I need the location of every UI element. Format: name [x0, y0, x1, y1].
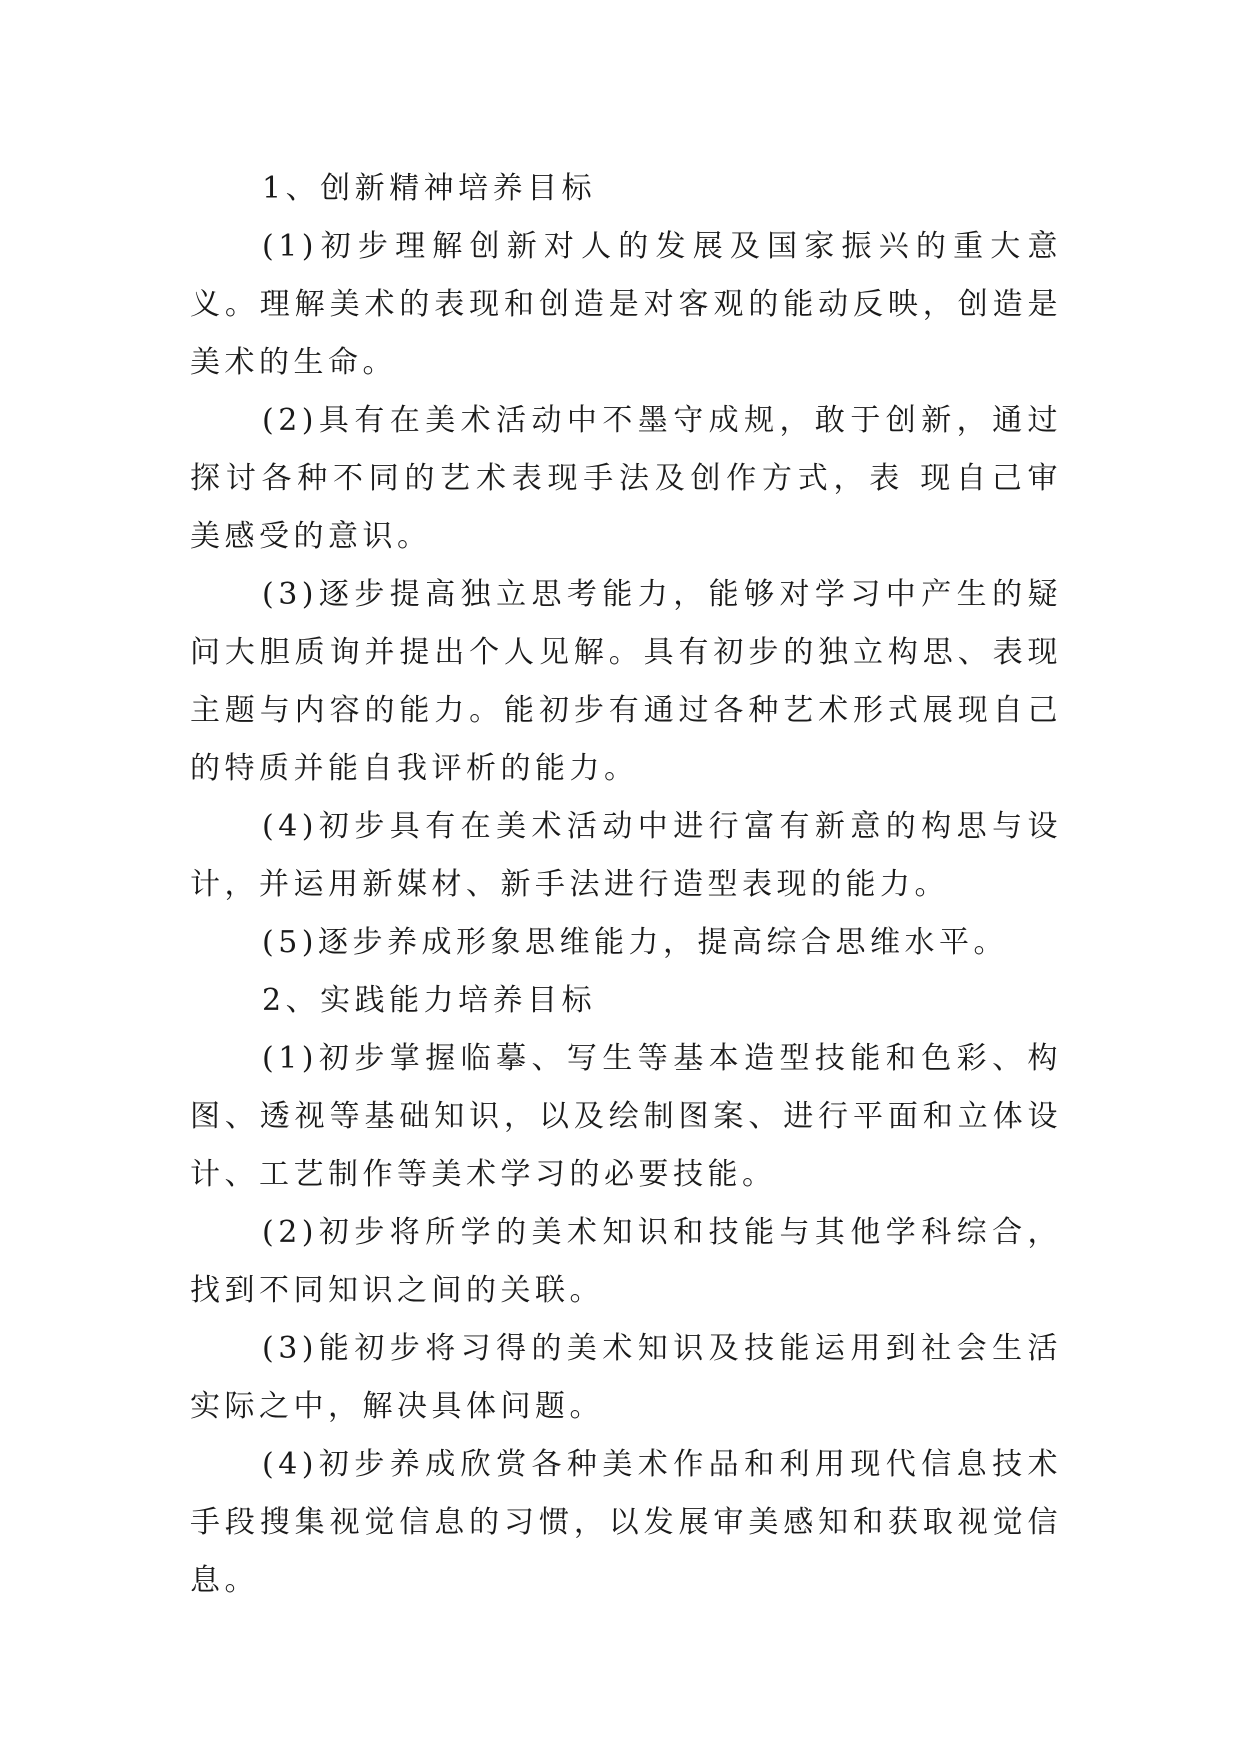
section-heading: 1、创新精神培养目标 — [262, 171, 597, 206]
paragraph: (1)初步理解创新对人的发展及国家振兴的重大意义。理解美术的表现和创造是对客观的能动反映，创造是美术的生命。 — [190, 229, 1062, 380]
paragraph: (4)初步具有在美术活动中进行富有新意的构思与设计，并运用新媒材、新手法进行造型表现的能力。 — [190, 809, 1062, 902]
paragraph: (3)能初步将习得的美术知识及技能运用到社会生活实际之中，解决具体问题。 — [190, 1331, 1062, 1424]
document-body — [190, 160, 1062, 1610]
paragraph: (2)初步将所学的美术知识和技能与其他学科综合，找到不同知识之间的关联。 — [190, 1215, 1062, 1308]
paragraph: (2)具有在美术活动中不墨守成规，敢于创新，通过探讨各种不同的艺术表现手法及创作方式，表 现自己审美感受的意识。 — [190, 403, 1062, 554]
paragraph: (4)初步养成欣赏各种美术作品和利用现代信息技术手段搜集视觉信息的习惯，以发展审美感知和获取视觉信息。 — [190, 1447, 1062, 1598]
paragraph: (5)逐步养成形象思维能力，提高综合思维水平。 — [262, 925, 1008, 960]
section-heading: 2、实践能力培养目标 — [262, 983, 597, 1018]
paragraph: (1)初步掌握临摹、写生等基本造型技能和色彩、构图、透视等基础知识，以及绘制图案、进行平面和立体设计、工艺制作等美术学习的必要技能。 — [190, 1041, 1062, 1192]
paragraph: (3)逐步提高独立思考能力，能够对学习中产生的疑问大胆质询并提出个人见解。具有初步的独立构思、表现主题与内容的能力。能初步有通过各种艺术形式展现自己的特质并能自我评析的能力。 — [190, 577, 1062, 786]
